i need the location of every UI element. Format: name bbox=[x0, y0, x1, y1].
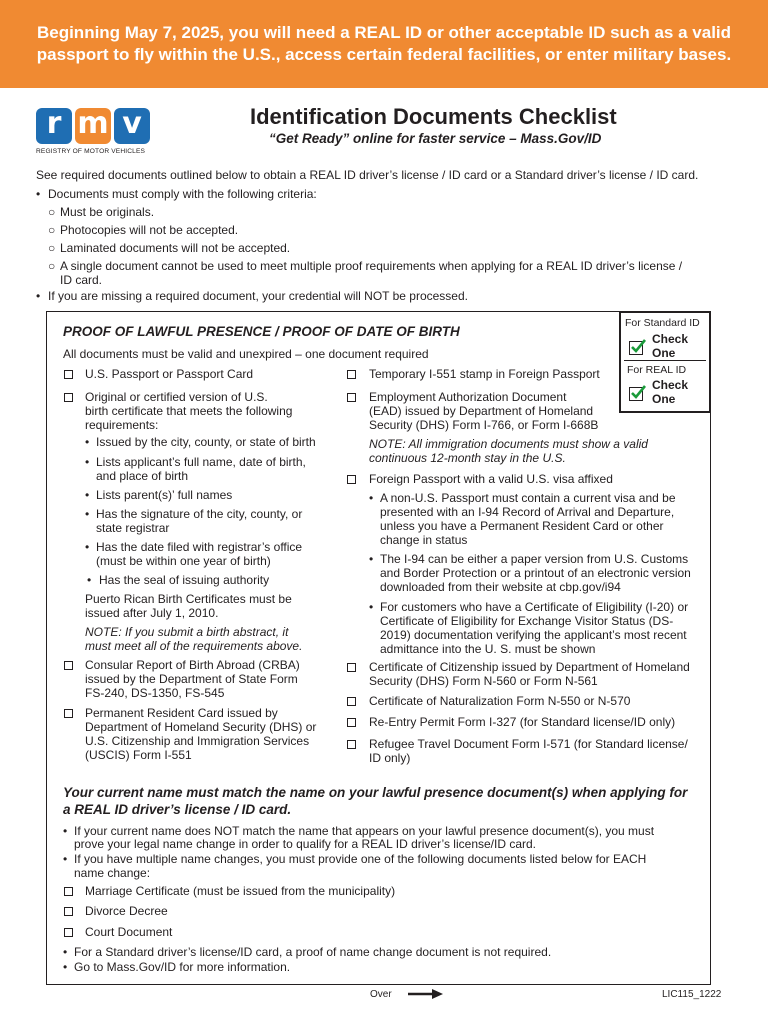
name-match-heading-line1: Your current name must match the name on your lawful presence document(s) when applying for bbox=[63, 785, 688, 800]
refugee-line2: ID only) bbox=[369, 751, 411, 765]
name-bullet1-line2: prove your legal name change in order to qualify for a REAL ID driver’s license/ID card. bbox=[74, 837, 537, 851]
visa-note1-line3: unless you have a Permanent Resident Card or other bbox=[380, 519, 664, 533]
check-icon bbox=[630, 338, 648, 356]
name-bullet2-line2: name change: bbox=[74, 866, 151, 880]
bullet: • bbox=[87, 573, 92, 587]
logo-letter-r: r bbox=[36, 108, 72, 144]
check-text: Check bbox=[652, 332, 689, 346]
birth-req-issued: Issued by the city, county, or state of birth bbox=[96, 435, 316, 449]
prc-line2: Department of Homeland Security (DHS) or bbox=[85, 720, 317, 734]
birth-req-name-line1: Lists applicant’s full name, date of birth, bbox=[96, 455, 306, 469]
visa-note3-line3: 2019) documentation verifying the applicant’s most recent bbox=[380, 628, 687, 642]
immigration-note-line1: NOTE: All immigration documents must show a valid bbox=[369, 437, 648, 451]
birth-req-seal: Has the seal of issuing authority bbox=[99, 573, 270, 587]
birth-req-name-line2: and place of birth bbox=[96, 469, 189, 483]
bullet: • bbox=[85, 488, 90, 502]
check-text: Check bbox=[652, 378, 689, 392]
prc-line1: Permanent Resident Card issued by bbox=[85, 706, 278, 720]
bullet: • bbox=[85, 435, 90, 449]
visa-note2-line3: downloaded from their website at cbp.gov/i94 bbox=[380, 580, 621, 594]
puerto-rico-line2: issued after July 1, 2010. bbox=[85, 606, 219, 620]
bullet: • bbox=[369, 600, 374, 614]
crba-checkbox[interactable] bbox=[64, 661, 73, 670]
visa-note3-line1: For customers who have a Certificate of Eligibility (I-20) or bbox=[380, 600, 689, 614]
lawful-presence-heading: PROOF OF LAWFUL PRESENCE / PROOF OF DATE OF BIRTH bbox=[63, 324, 460, 339]
birth-certificate-line3: requirements: bbox=[85, 418, 159, 432]
circle-bullet: ○ bbox=[48, 205, 56, 219]
crba-line1: Consular Report of Birth Abroad (CRBA) bbox=[85, 658, 300, 672]
birth-certificate-checkbox[interactable] bbox=[64, 393, 73, 402]
name-bullet2-line1: If you have multiple name changes, you must provide one of the following documents listed below for EACH bbox=[74, 852, 647, 866]
real-id-label: For REAL ID bbox=[627, 364, 687, 376]
citizenship-certificate-checkbox[interactable] bbox=[347, 663, 356, 672]
name-bullet1-line1: If your current name does NOT match the name that appears on your lawful presence document(s), you must bbox=[74, 824, 655, 838]
birth-req-date-line2: (must be within one year of birth) bbox=[96, 554, 271, 568]
over-label: Over bbox=[370, 989, 392, 1000]
circle-bullet: ○ bbox=[48, 241, 56, 255]
naturalization-option: Certificate of Naturalization Form N-550 or N-570 bbox=[369, 694, 631, 708]
bullet: • bbox=[369, 491, 374, 505]
citizenship-line2: Security (DHS) Form N-560 or Form N-561 bbox=[369, 674, 598, 688]
visa-note3-line4: admittance into the U. S. must be shown bbox=[380, 642, 596, 656]
standard-id-checkbox[interactable] bbox=[629, 341, 643, 355]
reentry-permit-checkbox[interactable] bbox=[347, 718, 356, 727]
bullet: • bbox=[85, 507, 90, 521]
intro-lead: See required documents outlined below to obtain a REAL ID driver’s license / ID card or a Standard driver’s license / ID card. bbox=[36, 168, 699, 182]
bullet: • bbox=[369, 552, 374, 566]
visa-note2-line1: The I-94 can be either a paper version from U.S. Customs bbox=[380, 552, 689, 566]
divorce-decree-checkbox[interactable] bbox=[64, 907, 73, 916]
birth-req-signature-line1: Has the signature of the city, county, or bbox=[96, 507, 303, 521]
one-text: One bbox=[652, 346, 676, 360]
court-document-option: Court Document bbox=[85, 925, 173, 939]
intro-bullet-dot: • bbox=[36, 289, 41, 303]
birth-req-date-line1: Has the date filed with registrar’s office bbox=[96, 540, 303, 554]
bullet: • bbox=[85, 540, 90, 554]
id-type-panel bbox=[619, 311, 711, 413]
criteria-single-document: A single document cannot be used to meet multiple proof requirements when applying for a REAL ID driver’s license / bbox=[60, 259, 683, 273]
banner-line-2: passport to fly within the U.S., access certain federal facilities, or enter military bases. bbox=[36, 45, 732, 64]
puerto-rico-line1: Puerto Rican Birth Certificates must be bbox=[85, 592, 292, 606]
real-id-banner bbox=[0, 0, 768, 88]
criteria-photocopies: Photocopies will not be accepted. bbox=[60, 223, 239, 237]
passport-checkbox[interactable] bbox=[64, 370, 73, 379]
bullet: • bbox=[63, 960, 68, 974]
birth-req-parents: Lists parent(s)’ full names bbox=[96, 488, 233, 502]
prc-line3: U.S. Citizenship and Immigration Services bbox=[85, 734, 310, 748]
temporary-i551-option: Temporary I-551 stamp in Foreign Passport bbox=[369, 367, 600, 381]
visa-note1-line2: presented with an I-94 Record of Arrival and Departure, bbox=[380, 505, 675, 519]
foreign-passport-visa-checkbox[interactable] bbox=[347, 475, 356, 484]
bullet: • bbox=[85, 455, 90, 469]
birth-certificate-line1: Original or certified version of U.S. bbox=[85, 390, 268, 404]
visa-note1-line1: A non-U.S. Passport must contain a current visa and be bbox=[380, 491, 676, 505]
immigration-note-line2: continuous 12-month stay in the U.S. bbox=[369, 451, 566, 465]
refugee-line1: Refugee Travel Document Form I-571 (for Standard license/ bbox=[369, 737, 688, 751]
crba-line3: FS-240, DS-1350, FS-545 bbox=[85, 686, 225, 700]
crba-line2: issued by the Department of State Form bbox=[85, 672, 298, 686]
visa-note1-line4: change in status bbox=[380, 533, 468, 547]
abstract-note-line2: must meet all of the requirements above. bbox=[85, 639, 303, 653]
temporary-i551-checkbox[interactable] bbox=[347, 370, 356, 379]
ead-line2: (EAD) issued by Department of Homeland bbox=[369, 404, 594, 418]
rmv-logo bbox=[36, 108, 154, 158]
birth-req-signature-line2: state registrar bbox=[96, 521, 170, 535]
criteria-originals: Must be originals. bbox=[60, 205, 155, 219]
check-one-label-2 bbox=[652, 378, 688, 406]
panel-divider bbox=[624, 360, 706, 361]
naturalization-checkbox[interactable] bbox=[347, 697, 356, 706]
bullet: • bbox=[63, 945, 68, 959]
page-title: Identification Documents Checklist bbox=[250, 104, 617, 129]
arrow-right-icon bbox=[408, 988, 444, 1000]
circle-bullet: ○ bbox=[48, 223, 56, 237]
ead-line1: Employment Authorization Document bbox=[369, 390, 567, 404]
banner-line-1: Beginning May 7, 2025, you will need a REAL ID or other acceptable ID such as a valid bbox=[36, 23, 732, 42]
page-subtitle: “Get Ready” online for faster service – Mass.Gov/ID bbox=[269, 131, 602, 146]
prc-line4: (USCIS) Form I-551 bbox=[85, 748, 192, 762]
bullet: • bbox=[63, 824, 68, 838]
criteria-laminated: Laminated documents will not be accepted. bbox=[60, 241, 291, 255]
criteria-single-document-cont: ID card. bbox=[60, 273, 103, 287]
visa-note3-line2: Certificate of Eligibility for Exchange Visitor Status (DS- bbox=[380, 614, 674, 628]
ead-checkbox[interactable] bbox=[347, 393, 356, 402]
logo-letter-m: m bbox=[75, 108, 111, 144]
permanent-resident-checkbox[interactable] bbox=[64, 709, 73, 718]
intro-bullet-2: If you are missing a required document, your credential will NOT be processed. bbox=[48, 289, 468, 303]
name-match-heading-line2: a REAL ID driver’s license / ID card. bbox=[63, 802, 292, 817]
one-text: One bbox=[652, 392, 676, 406]
check-icon bbox=[630, 384, 648, 402]
logo-subtitle: REGISTRY OF MOTOR VEHICLES bbox=[36, 148, 146, 155]
birth-certificate-line2: birth certificate that meets the following bbox=[85, 404, 293, 418]
logo-letter-v: v bbox=[114, 108, 150, 144]
circle-bullet: ○ bbox=[48, 259, 56, 273]
marriage-certificate-option: Marriage Certificate (must be issued from the municipality) bbox=[85, 884, 396, 898]
name-bullet3: For a Standard driver’s license/ID card, a proof of name change document is not required. bbox=[74, 945, 552, 959]
standard-id-label: For Standard ID bbox=[625, 317, 700, 329]
court-document-checkbox[interactable] bbox=[64, 928, 73, 937]
name-bullet4: Go to Mass.Gov/ID for more information. bbox=[74, 960, 291, 974]
refugee-travel-checkbox[interactable] bbox=[347, 740, 356, 749]
ead-line3: Security (DHS) Form I-766, or Form I-668B bbox=[369, 418, 599, 432]
divorce-decree-option: Divorce Decree bbox=[85, 904, 168, 918]
form-code: LIC115_1222 bbox=[662, 989, 722, 1000]
foreign-passport-visa-option: Foreign Passport with a valid U.S. visa affixed bbox=[369, 472, 613, 486]
abstract-note-line1: NOTE: If you submit a birth abstract, it bbox=[85, 625, 289, 639]
visa-note2-line2: and Border Protection or a printout of an electronic version bbox=[380, 566, 691, 580]
check-one-label-1 bbox=[652, 332, 688, 360]
lawful-presence-note: All documents must be valid and unexpired – one document required bbox=[63, 347, 429, 361]
real-id-checkbox[interactable] bbox=[629, 387, 643, 401]
passport-option: U.S. Passport or Passport Card bbox=[85, 367, 254, 381]
citizenship-line1: Certificate of Citizenship issued by Department of Homeland bbox=[369, 660, 690, 674]
intro-bullet-dot: • bbox=[36, 187, 41, 201]
reentry-permit-option: Re-Entry Permit Form I-327 (for Standard license/ID only) bbox=[369, 715, 676, 729]
bullet: • bbox=[63, 852, 68, 866]
marriage-certificate-checkbox[interactable] bbox=[64, 887, 73, 896]
intro-bullet-1: Documents must comply with the following criteria: bbox=[48, 187, 317, 201]
